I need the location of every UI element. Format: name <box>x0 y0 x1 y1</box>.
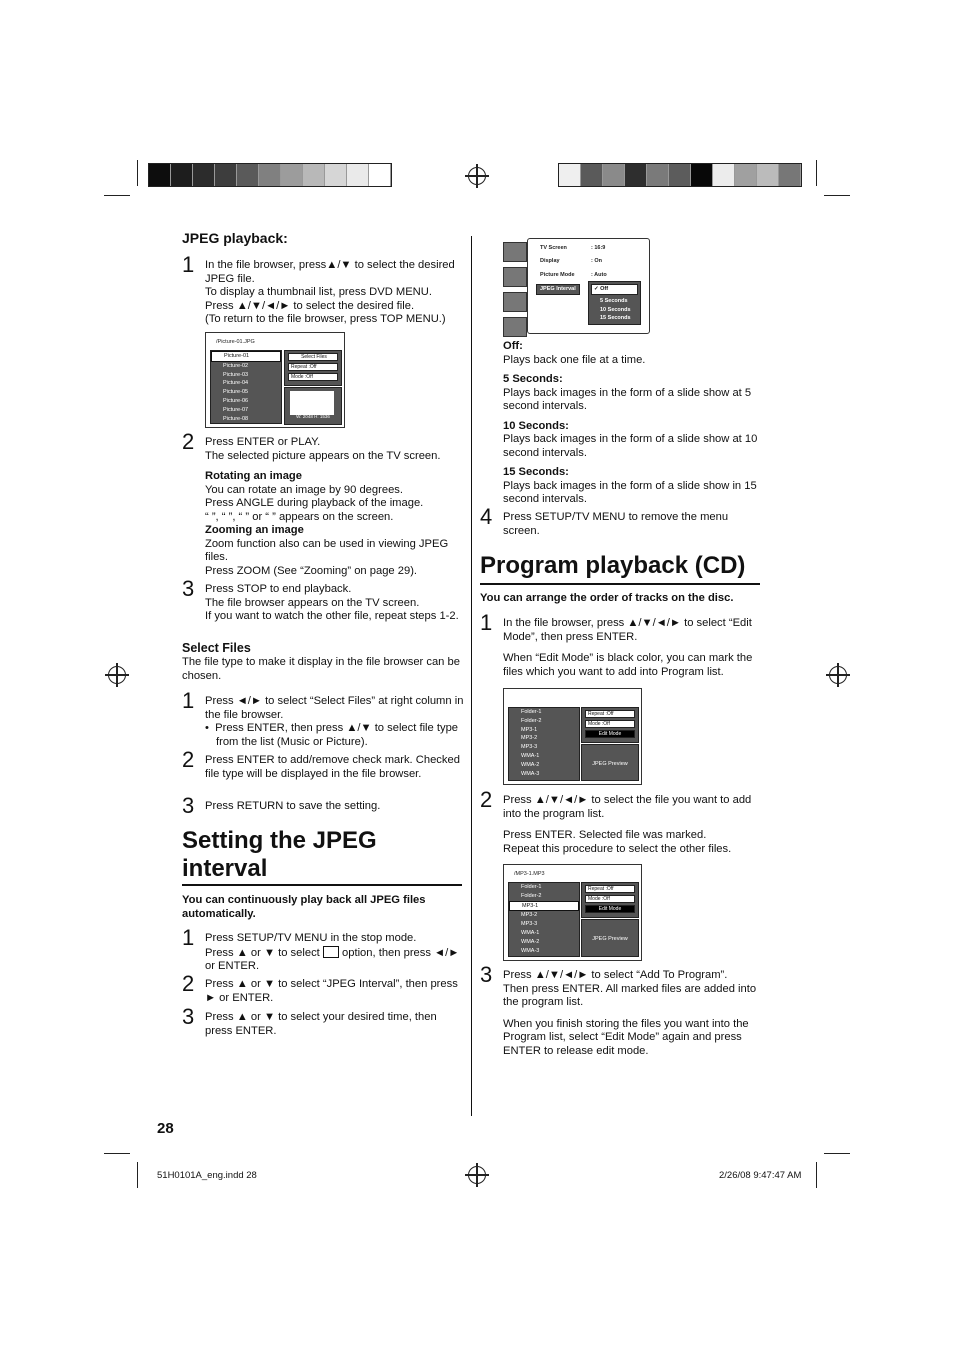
title-line: interval <box>182 855 268 882</box>
title-line: Setting the JPEG <box>182 827 377 854</box>
interval-option[interactable]: ✓ Off <box>591 284 638 295</box>
file-item[interactable]: Folder-2 <box>521 717 542 724</box>
file-path: /MP3-1.MP3 <box>514 871 545 877</box>
step-text: Press ▲/▼/◄/► to select “Add To Program”. <box>503 969 728 981</box>
step-text: Press SETUP/TV MENU to remove the menu screen. <box>503 511 729 537</box>
step-text: In the file browser, press ▲/▼/◄/► to select “Edit Mode”, then press ENTER. <box>503 617 752 643</box>
step-text: Press ▲ or ▼ to select your desired time, then press ENTER. <box>205 1011 437 1037</box>
file-item[interactable]: Picture-05 <box>223 389 249 396</box>
step-number: 1 <box>480 610 493 635</box>
color-swatch <box>303 164 325 186</box>
zooming-text: Press ZOOM (See “Zooming” on page 29). <box>205 564 418 577</box>
crop-mark <box>824 1153 850 1154</box>
options-panel <box>284 350 342 386</box>
file-list <box>508 707 580 781</box>
step-text: The selected picture appears on the TV screen. <box>205 449 441 462</box>
file-item[interactable]: Picture-01 <box>211 351 281 362</box>
crop-mark <box>816 1162 817 1188</box>
file-item[interactable]: Picture-04 <box>223 380 249 387</box>
color-swatch <box>347 164 369 186</box>
edit-mode-option[interactable]: Edit Mode <box>585 730 635 738</box>
program-screen-1 <box>503 688 642 785</box>
select-step-1 <box>182 688 464 749</box>
jpeg-step-3 <box>182 576 464 624</box>
step-text: Press ENTER. Selected file was marked. <box>503 829 707 841</box>
step-text: The file browser appears on the TV screen. <box>205 596 420 609</box>
menu-label: Picture Mode <box>540 272 575 278</box>
file-item[interactable]: Picture-06 <box>223 397 249 404</box>
color-swatch <box>691 164 713 186</box>
audio-icon <box>503 292 527 312</box>
file-item[interactable]: MP3-1 <box>521 726 538 733</box>
step-text: Press ▲ or ▼ to select “JPEG Interval”, then press ► or ENTER. <box>205 978 458 1004</box>
menu-value: : 16:9 <box>591 245 606 251</box>
interval-option[interactable]: 5 Seconds <box>600 297 628 304</box>
zooming-heading: Zooming an image <box>205 524 304 536</box>
program-step-3 <box>480 962 762 1058</box>
step-number: 2 <box>182 971 195 996</box>
menu-label: TV Screen <box>540 245 567 251</box>
color-swatch <box>757 164 779 186</box>
rotating-text: Press ANGLE during playback of the image. <box>205 497 424 509</box>
options-panel <box>581 882 639 918</box>
step-text: Press ▲/▼/◄/► to select the file you want to add into the program list. <box>503 794 752 820</box>
option-label: Off <box>600 286 609 292</box>
color-swatch <box>325 164 347 186</box>
color-swatch <box>237 164 259 186</box>
step-bullet: • Press ENTER, then press ▲/▼ to select file type from the list (Music or Picture). <box>205 722 459 748</box>
interval-step-2 <box>182 971 464 1005</box>
thumbnail-preview <box>284 387 342 425</box>
step-text: When you finish storing the files you want into the Program list, select “Edit Mode” again and press ENTER to release edit mode. <box>503 1017 749 1057</box>
step-number: 3 <box>182 576 195 601</box>
left-color-bar <box>148 163 392 187</box>
preview-label: JPEG Preview <box>592 761 628 767</box>
right-color-bar <box>558 163 802 187</box>
color-swatch <box>193 164 215 186</box>
step-text: If you want to watch the other file, repeat steps 1-2. <box>205 610 459 622</box>
select-step-2 <box>182 747 464 781</box>
program-step-2 <box>480 787 762 856</box>
step-text: Press ◄/► to select “Select Files” at right column in the file browser. <box>205 695 464 721</box>
program-subtitle: You can arrange the order of tracks on the disc. <box>480 592 734 604</box>
file-list <box>210 350 282 424</box>
color-swatch <box>171 164 193 186</box>
program-step-1 <box>480 610 762 679</box>
footer-file: 51H0101A_eng.indd 28 <box>157 1170 257 1181</box>
desc-heading: 10 Seconds: <box>503 419 569 432</box>
interval-step-1 <box>182 925 464 974</box>
interval-descriptions <box>503 340 763 507</box>
crop-mark <box>824 195 850 196</box>
file-item[interactable]: MP3-3 <box>521 744 538 751</box>
step-text: In the file browser, press▲/▼ to select the desired JPEG file. <box>205 259 455 285</box>
registration-mark-icon <box>468 1166 486 1184</box>
setup-menu-screen <box>527 238 650 334</box>
file-item[interactable]: Folder-1 <box>521 884 542 890</box>
file-item[interactable]: MP3-2 <box>521 735 538 742</box>
select-files-option[interactable]: Select Files <box>288 353 338 361</box>
file-item[interactable]: WMA-1 <box>521 929 540 936</box>
file-item[interactable]: WMA-2 <box>521 938 540 945</box>
repeat-option[interactable]: Repeat :Off <box>585 710 635 718</box>
step-number: 3 <box>182 793 195 818</box>
color-swatch <box>259 164 281 186</box>
mode-option[interactable]: Mode :Off <box>585 895 635 903</box>
step-text: Then press ENTER. All marked files are added into the program list. <box>503 982 757 1008</box>
color-swatch <box>215 164 237 186</box>
title-rule <box>182 884 462 886</box>
desc-text: Plays back one file at a time. <box>503 353 646 366</box>
color-swatch <box>647 164 669 186</box>
file-item[interactable]: WMA-3 <box>521 770 540 777</box>
step-number: 1 <box>182 925 195 950</box>
registration-mark-icon <box>829 666 847 684</box>
picture-icon <box>503 267 527 287</box>
step-number: 1 <box>182 688 195 713</box>
select-files-title: Select Files <box>182 641 251 655</box>
crop-mark <box>104 195 130 196</box>
file-item[interactable]: Picture-02 <box>223 362 249 369</box>
select-files-intro: The file type to make it display in the file browser can be chosen. <box>182 656 460 682</box>
crop-mark <box>816 160 817 186</box>
jpeg-interval-subtitle: You can continuously play back all JPEG files automatically. <box>182 894 426 920</box>
color-swatch <box>369 164 391 186</box>
jpeg-interval-title <box>182 827 377 883</box>
image-info: W: 2048 H: 1536 <box>296 413 330 419</box>
step-text-part: option, then press ◄/► or ENTER. <box>205 946 460 972</box>
preview-label: JPEG Preview <box>592 936 628 942</box>
step-text: Press ENTER or PLAY. <box>205 436 321 448</box>
file-item[interactable]: WMA-1 <box>521 752 540 759</box>
step-text: Press RETURN to save the setting. <box>205 800 381 812</box>
desc-heading: 5 Seconds: <box>503 373 563 385</box>
color-swatch <box>625 164 647 186</box>
desc-heading: Off: <box>503 340 523 352</box>
step-text: When “Edit Mode” is black color, you can mark the files which you want to add into Program list. <box>503 652 753 678</box>
jpeg-playback-title: JPEG playback: <box>182 230 288 246</box>
rotating-heading: Rotating an image <box>205 470 302 482</box>
column-divider <box>471 236 472 1116</box>
crop-mark <box>137 160 138 186</box>
menu-label: Display <box>540 258 560 264</box>
file-item[interactable]: Folder-2 <box>521 892 542 899</box>
color-swatch <box>281 164 303 186</box>
repeat-option[interactable]: Repeat :Off <box>585 885 635 893</box>
step-text: To display a thumbnail list, press DVD MENU. <box>205 286 432 298</box>
file-item[interactable]: Folder-1 <box>521 709 542 715</box>
step-text-part: Press ▲ or ▼ to select <box>205 946 320 959</box>
desc-heading: 15 Seconds: <box>503 466 569 478</box>
options-panel <box>581 707 639 743</box>
jpeg-preview <box>581 744 639 781</box>
file-browser-screen <box>205 332 345 428</box>
step-number: 3 <box>480 962 493 987</box>
setup-menu-icons <box>503 242 527 337</box>
step-text: (To return to the file browser, press TOP MENU.) <box>205 313 446 325</box>
interval-step-3 <box>182 1004 464 1038</box>
color-swatch <box>559 164 581 186</box>
file-item[interactable]: Picture-03 <box>223 371 249 378</box>
mode-option[interactable]: Mode :Off <box>288 373 338 381</box>
step-text: Press ▲/▼/◄/► to select the desired file. <box>205 299 415 312</box>
step-number: 1 <box>182 252 195 277</box>
crop-mark <box>104 1153 130 1154</box>
page-number: 28 <box>157 1120 174 1137</box>
file-item[interactable]: MP3-3 <box>521 921 538 928</box>
picture-option-icon <box>323 946 339 958</box>
jpeg-step-1 <box>182 252 464 327</box>
color-swatch <box>713 164 735 186</box>
rotating-text: You can rotate an image by 90 degrees. <box>205 483 403 496</box>
color-swatch <box>735 164 757 186</box>
file-path: /Picture-01.JPG <box>216 339 255 345</box>
parental-icon <box>503 317 527 337</box>
step-text <box>205 946 464 974</box>
jpeg-interval-item[interactable]: JPEG Interval <box>536 284 580 295</box>
step-text: Repeat this procedure to select the other files. <box>503 842 732 855</box>
interval-step-4 <box>480 504 762 538</box>
interval-option[interactable]: 15 Seconds <box>600 315 631 322</box>
file-item[interactable]: WMA-3 <box>521 947 540 954</box>
registration-mark-icon <box>108 666 126 684</box>
file-item[interactable]: MP3-2 <box>521 912 538 919</box>
menu-value: : Auto <box>591 272 607 278</box>
desc-text: Plays back images in the form of a slide show at 5 second intervals. <box>503 386 752 412</box>
bullet-text: Press ENTER, then press ▲/▼ to select file type from the list (Music or Picture). <box>215 722 459 748</box>
step-text: Press STOP to end playback. <box>205 583 352 595</box>
desc-text: Plays back images in the form of a slide show in 15 second intervals. <box>503 479 757 505</box>
program-screen-2 <box>503 864 642 961</box>
step-number: 2 <box>182 429 195 454</box>
file-item[interactable]: WMA-2 <box>521 761 540 768</box>
file-item[interactable]: MP3-1 <box>509 901 579 912</box>
step-number: 3 <box>182 1004 195 1029</box>
step-number: 2 <box>182 747 195 772</box>
program-playback-title: Program playback (CD) <box>480 552 746 579</box>
zooming-text: Zoom function also can be used in viewing JPEG files. <box>205 537 449 563</box>
registration-mark-icon <box>468 167 486 185</box>
repeat-option[interactable]: Repeat :Off <box>288 363 338 371</box>
rotating-text: “ ”, “ ”, “ ” or “ ” appears on the screen. <box>205 510 394 523</box>
file-item[interactable]: Picture-07 <box>223 406 249 413</box>
step-text: Press SETUP/TV MENU in the stop mode. <box>205 932 417 944</box>
crop-mark <box>137 1162 138 1188</box>
footer-timestamp: 2/26/08 9:47:47 AM <box>719 1170 802 1181</box>
mode-option[interactable]: Mode :Off <box>585 720 635 728</box>
desc-text: Plays back images in the form of a slide show at 10 second intervals. <box>503 433 758 459</box>
file-item[interactable]: Picture-08 <box>223 415 249 422</box>
interval-options <box>588 281 641 325</box>
jpeg-preview <box>581 919 639 957</box>
select-step-3 <box>182 793 464 818</box>
color-swatch <box>669 164 691 186</box>
color-swatch <box>149 164 171 186</box>
title-rule <box>480 583 760 585</box>
edit-mode-option[interactable]: Edit Mode <box>585 905 635 913</box>
menu-value: : On <box>591 258 602 264</box>
color-swatch <box>581 164 603 186</box>
color-swatch <box>603 164 625 186</box>
step-number: 4 <box>480 504 493 529</box>
interval-option[interactable]: 10 Seconds <box>600 306 631 313</box>
color-swatch <box>779 164 801 186</box>
jpeg-step-2 <box>182 429 464 578</box>
language-icon <box>503 242 527 262</box>
step-text: Press ENTER to add/remove check mark. Checked file type will be displayed in the file browser. <box>205 754 460 780</box>
file-list <box>508 882 580 957</box>
step-number: 2 <box>480 787 493 812</box>
